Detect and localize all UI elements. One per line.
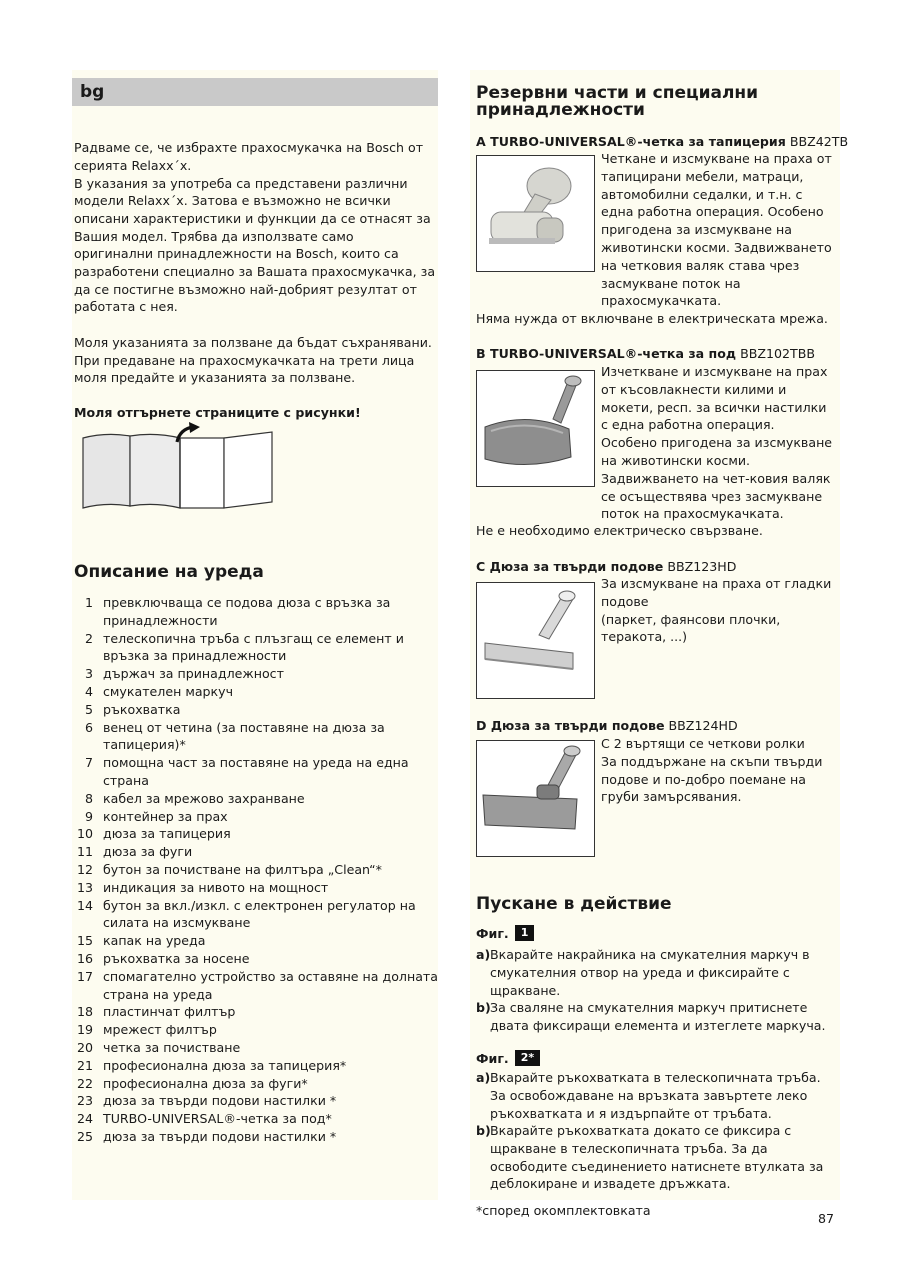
fig-2-step-b xyxy=(476,1122,840,1193)
step-text: Вкарайте накрайника на смукателния маркуч в смукателния отвор на уреда и фиксирайте с щракване. xyxy=(490,947,810,998)
part-label: дюза за тапицерия xyxy=(103,826,231,842)
accessory-b-code: BBZ102TBB xyxy=(740,346,816,361)
accessory-d-image xyxy=(476,740,595,857)
parts-list-item xyxy=(74,968,438,1004)
fig-1-badge: 1 xyxy=(515,925,535,941)
fig-2-badge: 2* xyxy=(515,1050,540,1066)
part-number: 8 xyxy=(84,790,93,806)
description-line: За изсмукване на праха от гладки xyxy=(601,576,832,591)
intro-line: описани характеристики и функции да се отнасят за xyxy=(74,211,431,226)
description-line: от късовлакнести килими и xyxy=(601,381,787,397)
parts-list-item xyxy=(74,683,438,701)
upholstery-brush-icon xyxy=(477,156,593,270)
part-number: 21 xyxy=(76,1057,93,1073)
fig-2-step-a xyxy=(476,1069,840,1122)
description-line: (паркет, фаянсови плочки, xyxy=(601,611,781,627)
part-label: смукателен маркуч xyxy=(103,683,234,699)
accessory-b-heading xyxy=(476,345,815,362)
description-line: пригодена за изсмукване на xyxy=(601,222,793,238)
description-line: засмукване поток на xyxy=(601,275,741,291)
description-line: се осъществява чрез засмукване xyxy=(601,488,823,504)
part-number: 10 xyxy=(76,826,93,842)
part-number: 19 xyxy=(76,1022,93,1038)
fig-1-label xyxy=(476,925,534,941)
intro-line: разработени специално за Вашата прахосмукачка, за xyxy=(74,264,436,279)
part-label: бутон за вкл./изкл. с електронен регулатор на силата на изсмукване xyxy=(103,897,416,931)
parts-list-item xyxy=(74,1128,438,1146)
accessory-b-description xyxy=(601,363,841,523)
description-line: подове и по-добро поемане на xyxy=(601,771,806,787)
description-line: автомобилни седалки, и т.н. с xyxy=(601,186,803,202)
description-line: Особено пригодена за изсмукване xyxy=(601,435,833,451)
page-number: 87 xyxy=(818,1211,835,1226)
intro-line: да се постигне възможно най-добрият резултат от xyxy=(74,282,417,297)
parts-list-item xyxy=(74,1075,438,1093)
description-title: Описание на уреда xyxy=(74,562,264,582)
foldout-pages-illustration xyxy=(80,422,280,512)
description-line: Задвижването на чет-ковия валяк xyxy=(601,470,831,486)
description-line: Четкане и изсмукване на праха от xyxy=(601,151,832,166)
accessory-a-code: BBZ42TB xyxy=(789,134,849,149)
intro-line: Моля указанията за ползване да бъдат съхранявани. xyxy=(74,335,432,350)
part-label: ръкохватка xyxy=(103,701,181,717)
accessory-b-image xyxy=(476,370,595,487)
spare-parts-title-line: принадлежности xyxy=(476,100,645,120)
part-number: 9 xyxy=(84,808,93,824)
intro-line: работата с нея. xyxy=(74,299,178,314)
step-key: b) xyxy=(476,1123,491,1138)
part-label: мрежест филтър xyxy=(103,1022,217,1038)
parts-list-item xyxy=(74,861,438,879)
fig-2-label xyxy=(476,1050,540,1066)
hard-floor-nozzle-icon xyxy=(477,583,593,697)
accessory-a-name: A TURBO-UNIVERSAL®-четка за тапицерия xyxy=(476,134,786,149)
step-key: a) xyxy=(476,1070,491,1085)
part-label: спомагателно устройство за оставяне на долната страна на уреда xyxy=(103,968,438,1002)
intro-line: Радваме се, че избрахте прахосмукачка на Bosch от xyxy=(74,140,424,155)
accessory-d-name: D Дюза за твърди подове xyxy=(476,718,665,733)
accessory-d-code: BBZ124HD xyxy=(668,718,738,733)
description-line: една работна операция. Особено xyxy=(601,204,824,220)
parts-list-item xyxy=(74,1057,438,1075)
language-tag-bar xyxy=(72,78,438,106)
parts-list-item xyxy=(74,825,438,843)
step-key: a) xyxy=(476,947,491,962)
accessory-b-note: Не е необходимо електрическо свързване. xyxy=(476,523,763,538)
accessory-a-note: Няма нужда от включване в електрическата мрежа. xyxy=(476,311,828,326)
part-number: 5 xyxy=(84,701,93,717)
description-line: прахосмукачката. xyxy=(601,293,722,309)
fig-word: Фиг. xyxy=(476,1050,509,1066)
description-line: мокети, респ. за всички настилки xyxy=(601,399,827,415)
spare-parts-title-line: Резервни части и специални xyxy=(476,83,759,103)
part-number: 15 xyxy=(76,933,93,949)
part-label: TURBO-UNIVERSAL®-четка за под* xyxy=(103,1111,332,1127)
parts-list-item xyxy=(74,630,438,666)
description-line: на животински косми. xyxy=(601,452,751,468)
step-text: Вкарайте ръкохватката докато се фиксира с щракване в телескопичната тръба. За да освободите съединението натиснете втулката за деблокиране и извадете дръжката. xyxy=(490,1123,824,1192)
intro-line: Вашия модел. Трябва да използвате само xyxy=(74,229,354,244)
accessory-c-image xyxy=(476,582,595,699)
accessory-c-heading xyxy=(476,558,736,575)
part-label: пластинчат филтър xyxy=(103,1004,236,1020)
part-label: дюза за твърди подови настилки * xyxy=(103,1128,337,1144)
part-label: индикация за нивото на мощност xyxy=(103,879,329,895)
description-line: груби замърсявания. xyxy=(601,789,742,805)
part-label: превключваща се подова дюза с връзка за принадлежности xyxy=(103,595,391,628)
accessory-d-description xyxy=(601,735,841,806)
startup-title: Пускане в действие xyxy=(476,894,672,914)
part-label: професионална дюза за тапицерия* xyxy=(103,1057,347,1073)
part-number: 23 xyxy=(76,1093,93,1109)
part-number: 25 xyxy=(76,1128,93,1144)
part-number: 11 xyxy=(76,844,93,860)
fig-word: Фиг. xyxy=(476,925,509,941)
step-text: Вкарайте ръкохватката в телескопичната тръба. За освобождаване на връзката завъртете леко ръкохватката и я издърпайте от тръбата. xyxy=(490,1070,821,1121)
description-line: поток на прахосмукачката. xyxy=(601,506,784,522)
accessory-c-name: C Дюза за твърди подове xyxy=(476,559,664,574)
parts-list-item xyxy=(74,594,438,630)
part-number: 7 xyxy=(84,755,93,771)
parts-list-item xyxy=(74,754,438,790)
parts-list-item xyxy=(74,1003,438,1021)
accessory-d-heading xyxy=(476,717,738,734)
parts-list-item xyxy=(74,790,438,808)
description-line: Изчеткване и изсмукване на прах xyxy=(601,364,828,379)
part-number: 16 xyxy=(76,950,93,966)
part-number: 24 xyxy=(76,1111,93,1127)
accessory-a-description xyxy=(601,150,841,310)
description-line: С 2 въртящи се четкови ролки xyxy=(601,736,805,751)
part-label: бутон за почистване на филтъра „Clean“* xyxy=(103,861,382,877)
turn-pages-note: Моля отгърнете страниците с рисунки! xyxy=(74,405,361,420)
description-line: тапицирани мебели, матраци, xyxy=(601,168,804,184)
part-number: 22 xyxy=(76,1075,93,1091)
parts-list-item xyxy=(74,1092,438,1110)
part-number: 14 xyxy=(76,897,93,913)
part-number: 17 xyxy=(76,968,93,984)
intro-line: В указания за употреба са представени различни xyxy=(74,176,408,191)
fig-1-step-a xyxy=(476,946,840,999)
part-label: дюза за твърди подови настилки * xyxy=(103,1093,337,1109)
description-line: подове xyxy=(601,593,649,609)
parts-list-item xyxy=(74,1110,438,1128)
part-number: 18 xyxy=(76,1004,93,1020)
part-number: 4 xyxy=(84,683,93,699)
turbo-floor-brush-icon xyxy=(477,371,593,485)
parts-list-item xyxy=(74,808,438,826)
intro-line: оригинални принадлежности на Bosch, които са xyxy=(74,246,399,261)
parts-list-item xyxy=(74,950,438,968)
description-line: с една работна операция. xyxy=(601,417,775,433)
part-number: 20 xyxy=(76,1039,93,1055)
part-label: държач за принадлежност xyxy=(103,666,284,682)
part-number: 6 xyxy=(84,719,93,735)
part-label: контейнер за прах xyxy=(103,808,228,824)
part-number: 12 xyxy=(76,861,93,877)
part-label: дюза за фуги xyxy=(103,844,193,860)
accessory-b-name: B TURBO-UNIVERSAL®-четка за под xyxy=(476,346,737,361)
parts-list-item xyxy=(74,897,438,933)
parts-list-item xyxy=(74,843,438,861)
accessory-a-heading xyxy=(476,133,848,150)
description-line: животински косми. Задвижването xyxy=(601,239,832,255)
accessory-c-description xyxy=(601,575,841,646)
fig-1-step-b xyxy=(476,999,840,1035)
part-label: телескопична тръба с плъзгащ се елемент и връзка за принадлежности xyxy=(103,630,404,664)
accessory-c-code: BBZ123HD xyxy=(667,559,737,574)
part-number: 1 xyxy=(84,595,93,610)
part-number: 3 xyxy=(84,666,93,682)
description-line: За поддържане на скъпи твърди xyxy=(601,753,823,769)
part-label: капак на уреда xyxy=(103,933,206,949)
language-tag: bg xyxy=(80,82,105,102)
intro-line: модели Relaxx´x. Затова е възможно не всички xyxy=(74,193,391,208)
step-key: b) xyxy=(476,1000,491,1015)
roller-floor-nozzle-icon xyxy=(477,741,593,855)
part-label: ръкохватка за носене xyxy=(103,950,250,966)
footnote: *според окомплектовката xyxy=(476,1203,651,1218)
parts-list-item xyxy=(74,701,438,719)
accessory-a-image xyxy=(476,155,595,272)
part-label: помощна част за поставяне на уреда на една страна xyxy=(103,755,409,788)
parts-list-item xyxy=(74,879,438,897)
parts-list-item xyxy=(74,665,438,683)
part-number: 2 xyxy=(84,630,93,646)
step-text: За сваляне на смукателния маркуч притиснете двата фиксиращи елемента и изтеглете маркуча. xyxy=(490,1000,826,1033)
parts-list-item xyxy=(74,1039,438,1057)
intro-line: При предаване на прахосмукачката на трети лица xyxy=(74,353,415,368)
part-number: 13 xyxy=(76,879,93,895)
description-line: на четковия валяк става чрез xyxy=(601,257,800,273)
parts-list-item xyxy=(74,719,438,755)
intro-line: серията Relaxx´x. xyxy=(74,158,192,173)
parts-list-item xyxy=(74,932,438,950)
part-label: професионална дюза за фуги* xyxy=(103,1075,308,1091)
description-line: теракота, ...) xyxy=(601,629,688,645)
parts-list xyxy=(74,594,438,1146)
part-label: венец от четина (за поставяне на дюза за тапицерия)* xyxy=(103,719,385,753)
parts-list-item xyxy=(74,1021,438,1039)
intro-line: моля предайте и указанията за ползване. xyxy=(74,370,356,385)
part-label: кабел за мрежово захранване xyxy=(103,790,305,806)
part-label: четка за почистване xyxy=(103,1039,241,1055)
